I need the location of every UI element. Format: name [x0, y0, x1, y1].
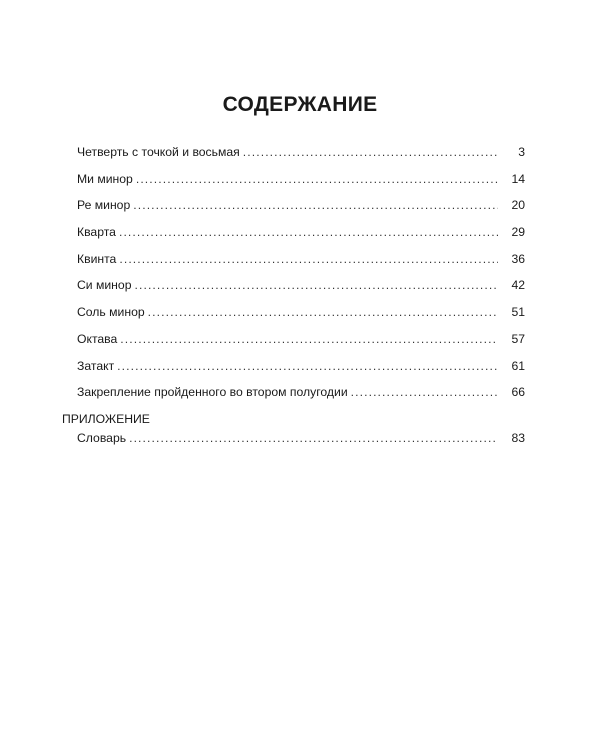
toc-entry-page: 29	[511, 225, 525, 240]
toc-entry-page: 57	[511, 331, 525, 346]
toc-entry-title: Словарь	[77, 431, 127, 445]
toc-dot-leader	[148, 305, 498, 319]
toc-entry-title: Закрепление пройденного во втором полугодии	[77, 385, 348, 400]
toc-entry-title: Ре минор	[77, 198, 131, 213]
toc-entry-title: Кварта	[77, 225, 116, 240]
appendix-contents	[77, 431, 525, 458]
appendix-heading: ПРИЛОЖЕНИЕ	[62, 412, 150, 426]
toc-entry	[77, 198, 525, 225]
toc-entry-page: 83	[511, 431, 525, 445]
toc-entry-title: Четверть с точкой и восьмая	[77, 145, 240, 159]
toc-entry	[77, 305, 525, 332]
toc-dot-leader	[134, 278, 498, 292]
toc-entry	[77, 431, 525, 458]
toc-entry-title: Квинта	[77, 251, 117, 266]
toc-entry	[77, 385, 525, 412]
toc-entry	[77, 225, 525, 252]
toc-entry-page: 61	[511, 358, 525, 373]
toc-entry-page: 3	[518, 145, 525, 159]
toc-entry-title: Октава	[77, 331, 118, 346]
toc-dot-leader	[120, 332, 498, 346]
toc-entry-title: Затакт	[77, 358, 115, 373]
toc-dot-leader	[119, 225, 498, 239]
toc-entry-page: 20	[511, 198, 525, 213]
toc-entry-page: 51	[511, 305, 525, 320]
toc-entry	[77, 332, 525, 359]
table-of-contents	[77, 145, 525, 412]
toc-entry	[77, 278, 525, 305]
toc-entry-page: 66	[511, 385, 525, 400]
toc-dot-leader	[351, 385, 498, 399]
toc-entry-page: 14	[511, 171, 525, 186]
toc-entry	[77, 172, 525, 199]
toc-entry-page: 42	[511, 278, 525, 293]
toc-dot-leader	[119, 252, 498, 266]
toc-entry	[77, 359, 525, 386]
toc-entry	[77, 252, 525, 279]
toc-dot-leader	[117, 359, 498, 373]
toc-dot-leader	[243, 145, 498, 159]
toc-entry	[77, 145, 525, 172]
page-title: СОДЕРЖАНИЕ	[222, 93, 378, 116]
toc-dot-leader	[133, 198, 498, 212]
toc-entry-title: Ми минор	[77, 171, 133, 186]
toc-entry-page: 36	[511, 251, 525, 266]
toc-entry-title: Си минор	[77, 278, 132, 293]
toc-entry-title: Соль минор	[77, 305, 145, 320]
toc-dot-leader	[129, 431, 498, 445]
toc-dot-leader	[136, 172, 498, 186]
